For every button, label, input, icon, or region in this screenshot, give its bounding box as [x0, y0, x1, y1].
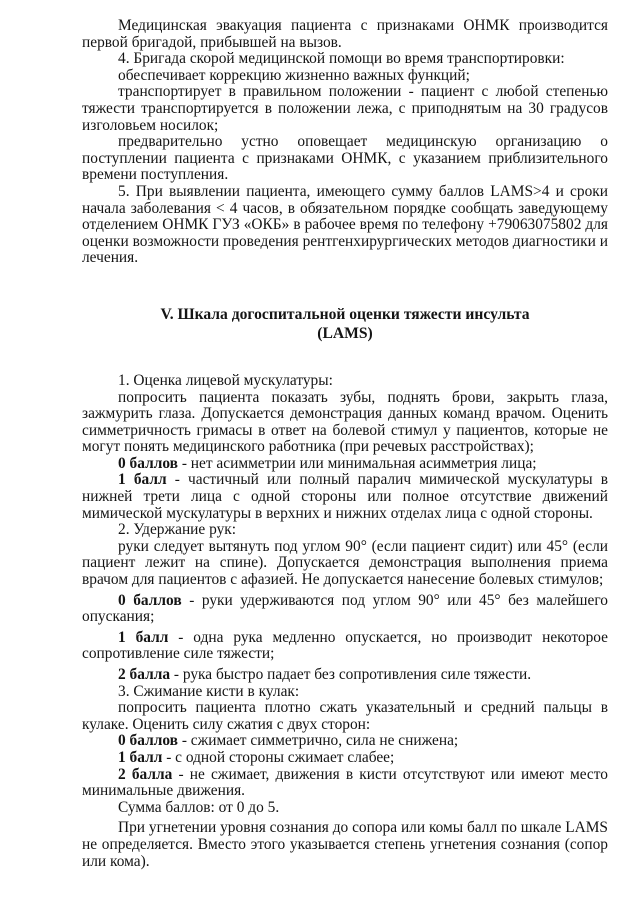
grip-score-2: [82, 767, 608, 800]
section-title-line-2: (LAMS): [317, 324, 373, 342]
arm-score-0: [82, 593, 608, 626]
score-description: - частичный или полный паралич мимической мускулатуры в нижней трети лица с одной стороны или полное отсутствие движений мимической мускулатуры в верхних и нижних отделах лица с одной стороны.: [82, 471, 608, 522]
score-description: - не сжимает, движения в кисти отсутствуют или имеют место минимальные движения.: [82, 765, 608, 800]
paragraph-vital-functions: обеспечивает коррекцию жизненно важных функций;: [118, 66, 470, 84]
arm-score-2: [82, 667, 608, 684]
paragraph-notification: предварительно устно оповещает медицинскую организацию о поступлении пациента с признаками ОНМК, с указанием приблизительного времени поступления.: [82, 133, 608, 184]
hand-grip-heading: 3. Сжимание кисти в кулак:: [118, 682, 300, 700]
total-score: Сумма баллов: от 0 до 5.: [118, 798, 280, 816]
score-label: 1 балл: [118, 748, 163, 766]
hand-grip-instructions: попросить пациента плотно сжать указательный и средний пальцы в кулаке. Оценить силу сжатия с двух сторон:: [82, 699, 608, 733]
section-title: [82, 305, 608, 343]
paragraph-consciousness-note: При угнетении уровня сознания до сопора или комы балл по шкале LAMS не определяется. Вместо этого указывается степень угнетения сознания (сопор или кома).: [82, 819, 608, 870]
score-description: - одна рука медленно опускается, но производит некоторое сопротивление силе тяжести;: [82, 628, 608, 663]
score-label: 0 баллов: [118, 732, 178, 750]
score-label: 1 балл: [118, 628, 169, 646]
score-description: - рука быстро падает без сопротивления силе тяжести.: [170, 666, 532, 683]
arm-holding-heading: 2. Удержание рук:: [118, 521, 237, 539]
score-label: 2 балла: [118, 666, 171, 683]
score-label: 0 баллов: [118, 591, 182, 609]
score-description: - нет асимметрии или минимальная асимметрия лица;: [177, 454, 537, 472]
facial-score-1: [82, 472, 608, 522]
section-title-line-1: V. Шкала догоспитальной оценки тяжести инсульта: [160, 305, 530, 323]
score-label: 1 балл: [118, 471, 167, 489]
score-description: - с одной стороны сжимает слабее;: [162, 748, 395, 766]
score-description: - сжимает симметрично, сила не снижена;: [177, 732, 459, 750]
facial-score-0: [82, 456, 608, 473]
paragraph-item-5: 5. При выявлении пациента, имеющего сумму баллов LAMS>4 и сроки начала заболевания < 4 часов, в обязательном порядке сообщать заведующему отделением ОНМК ГУЗ «ОКБ» в рабочее время по телефону +79063075802 для оценки возможности проведения рентгенхирургических методов диагностики и лечения.: [82, 182, 608, 267]
paragraph-item-4: 4. Бригада скорой медицинской помощи во время транспортировки:: [118, 50, 565, 68]
arm-holding-instructions: руки следует вытянуть под углом 90° (если пациент сидит) или 45° (если пациент лежит на спине). Допускается демонстрация выполнения приема врачом для пациентов с афазией. Не допускается нанесение болевых стимулов;: [82, 537, 608, 589]
score-label: 0 баллов: [118, 454, 178, 472]
facial-muscles-instructions: попросить пациента показать зубы, поднять брови, закрыть глаза, зажмурить глаза. Допускается демонстрация данных команд врачом. Оценить симметричность гримасы в ответ на болевой стимул у пациентов, которые не могут понять медицинского работника (при речевых расстройствах);: [82, 388, 608, 456]
facial-muscles-heading: 1. Оценка лицевой мускулатуры:: [118, 371, 333, 389]
grip-score-1: [82, 750, 608, 767]
paragraph-evacuation: Медицинская эвакуация пациента с признаками ОНМК производится первой бригадой, прибывшей на вызов.: [82, 17, 608, 51]
arm-score-1: [82, 630, 608, 663]
score-description: - руки удерживаются под углом 90° или 45° без малейшего опускания;: [82, 591, 608, 626]
grip-score-0: [82, 733, 608, 750]
score-label: 2 балла: [118, 765, 173, 783]
paragraph-transport-position: транспортирует в правильном положении - пациент с любой степенью тяжести транспортируется в положении лежа, с приподнятым на 30 градусов изголовьем носилок;: [82, 83, 608, 134]
